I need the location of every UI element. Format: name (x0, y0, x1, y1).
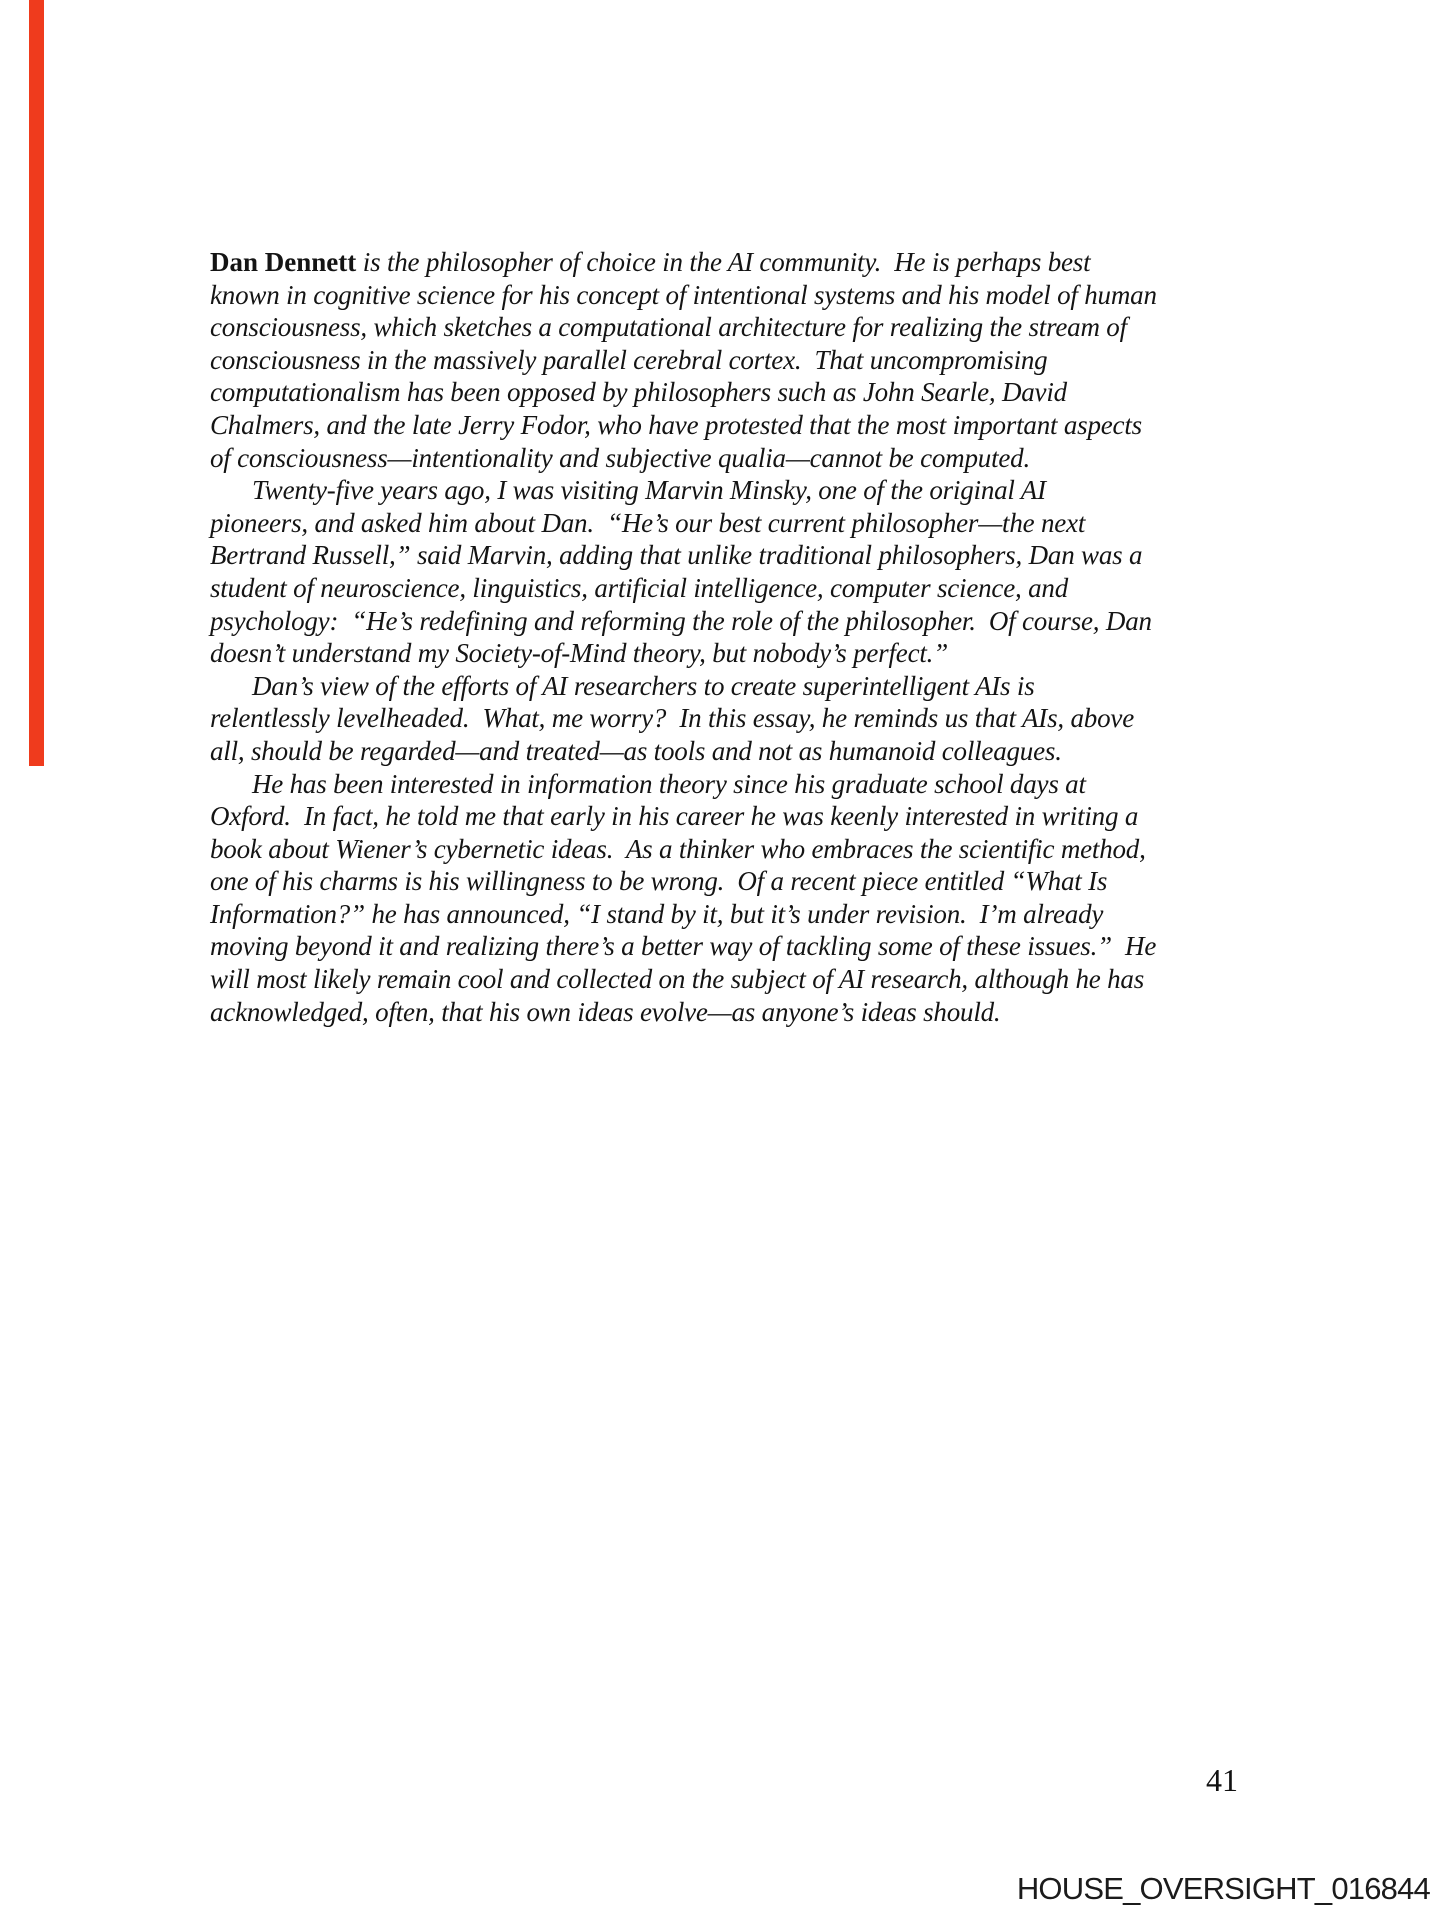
text-line (210, 246, 1260, 279)
text-line: computationalism has been opposed by philosophers such as John Searle, David (210, 377, 1067, 408)
text-line: moving beyond it and realizing there’s a better way of tackling some of these issues.” He (210, 931, 1157, 962)
text-line: book about Wiener’s cybernetic ideas. As a thinker who embraces the scientific method, (210, 833, 1146, 864)
text-line: student of neuroscience, linguistics, artificial intelligence, computer science, and (210, 572, 1068, 603)
text-line: Information?” he has announced, “I stand by it, but it’s under revision. I’m already (210, 898, 1104, 929)
text-line: relentlessly levelheaded. What, me worry? In this essay, he reminds us that AIs, above (210, 703, 1134, 734)
text-line: Twenty-five years ago, I was visiting Marvin Minsky, one of the original AI (252, 475, 1046, 506)
red-margin-line (29, 0, 44, 766)
text-line: He has been interested in information theory since his graduate school days at (252, 768, 1086, 799)
text-line: psychology: “He’s redefining and reforming the role of the philosopher. Of course, Dan (210, 605, 1152, 636)
text-line: consciousness in the massively parallel cerebral cortex. That uncompromising (210, 344, 1048, 375)
text-line: of consciousness—intentionality and subjective qualia—cannot be computed. (210, 442, 1031, 473)
text-line: acknowledged, often, that his own ideas evolve—as anyone’s ideas should. (210, 996, 1001, 1027)
text-line-rest: is the philosopher of choice in the AI community. He is perhaps best (356, 247, 1091, 277)
text-line: Chalmers, and the late Jerry Fodor, who have protested that the most important aspects (210, 409, 1142, 440)
page-number: 41 (1206, 1762, 1238, 1798)
author-name: Dan Dennett (210, 247, 357, 277)
text-line: all, should be regarded—and treated—as tools and not as humanoid colleagues. (210, 735, 1062, 766)
text-line: one of his charms is his willingness to be wrong. Of a recent piece entitled “What Is (210, 866, 1108, 897)
text-line: will most likely remain cool and collected on the subject of AI research, although he has (210, 964, 1145, 995)
text-line: Dan’s view of the efforts of AI researchers to create superintelligent AIs is (252, 670, 1035, 701)
text-line: Oxford. In fact, he told me that early in his career he was keenly interested in writing a (210, 801, 1139, 832)
bates-stamp: HOUSE_OVERSIGHT_016844 (1016, 1871, 1430, 1906)
text-line: doesn’t understand my Society-of-Mind theory, but nobody’s perfect.” (210, 638, 949, 669)
body-text (210, 246, 1260, 1028)
text-line: consciousness, which sketches a computational architecture for realizing the stream of (210, 312, 1127, 343)
text-line: pioneers, and asked him about Dan. “He’s our best current philosopher—the next (210, 507, 1086, 538)
text-line: known in cognitive science for his concept of intentional systems and his model of human (210, 279, 1157, 310)
text-line: Bertrand Russell,” said Marvin, adding that unlike traditional philosophers, Dan was a (210, 540, 1143, 571)
